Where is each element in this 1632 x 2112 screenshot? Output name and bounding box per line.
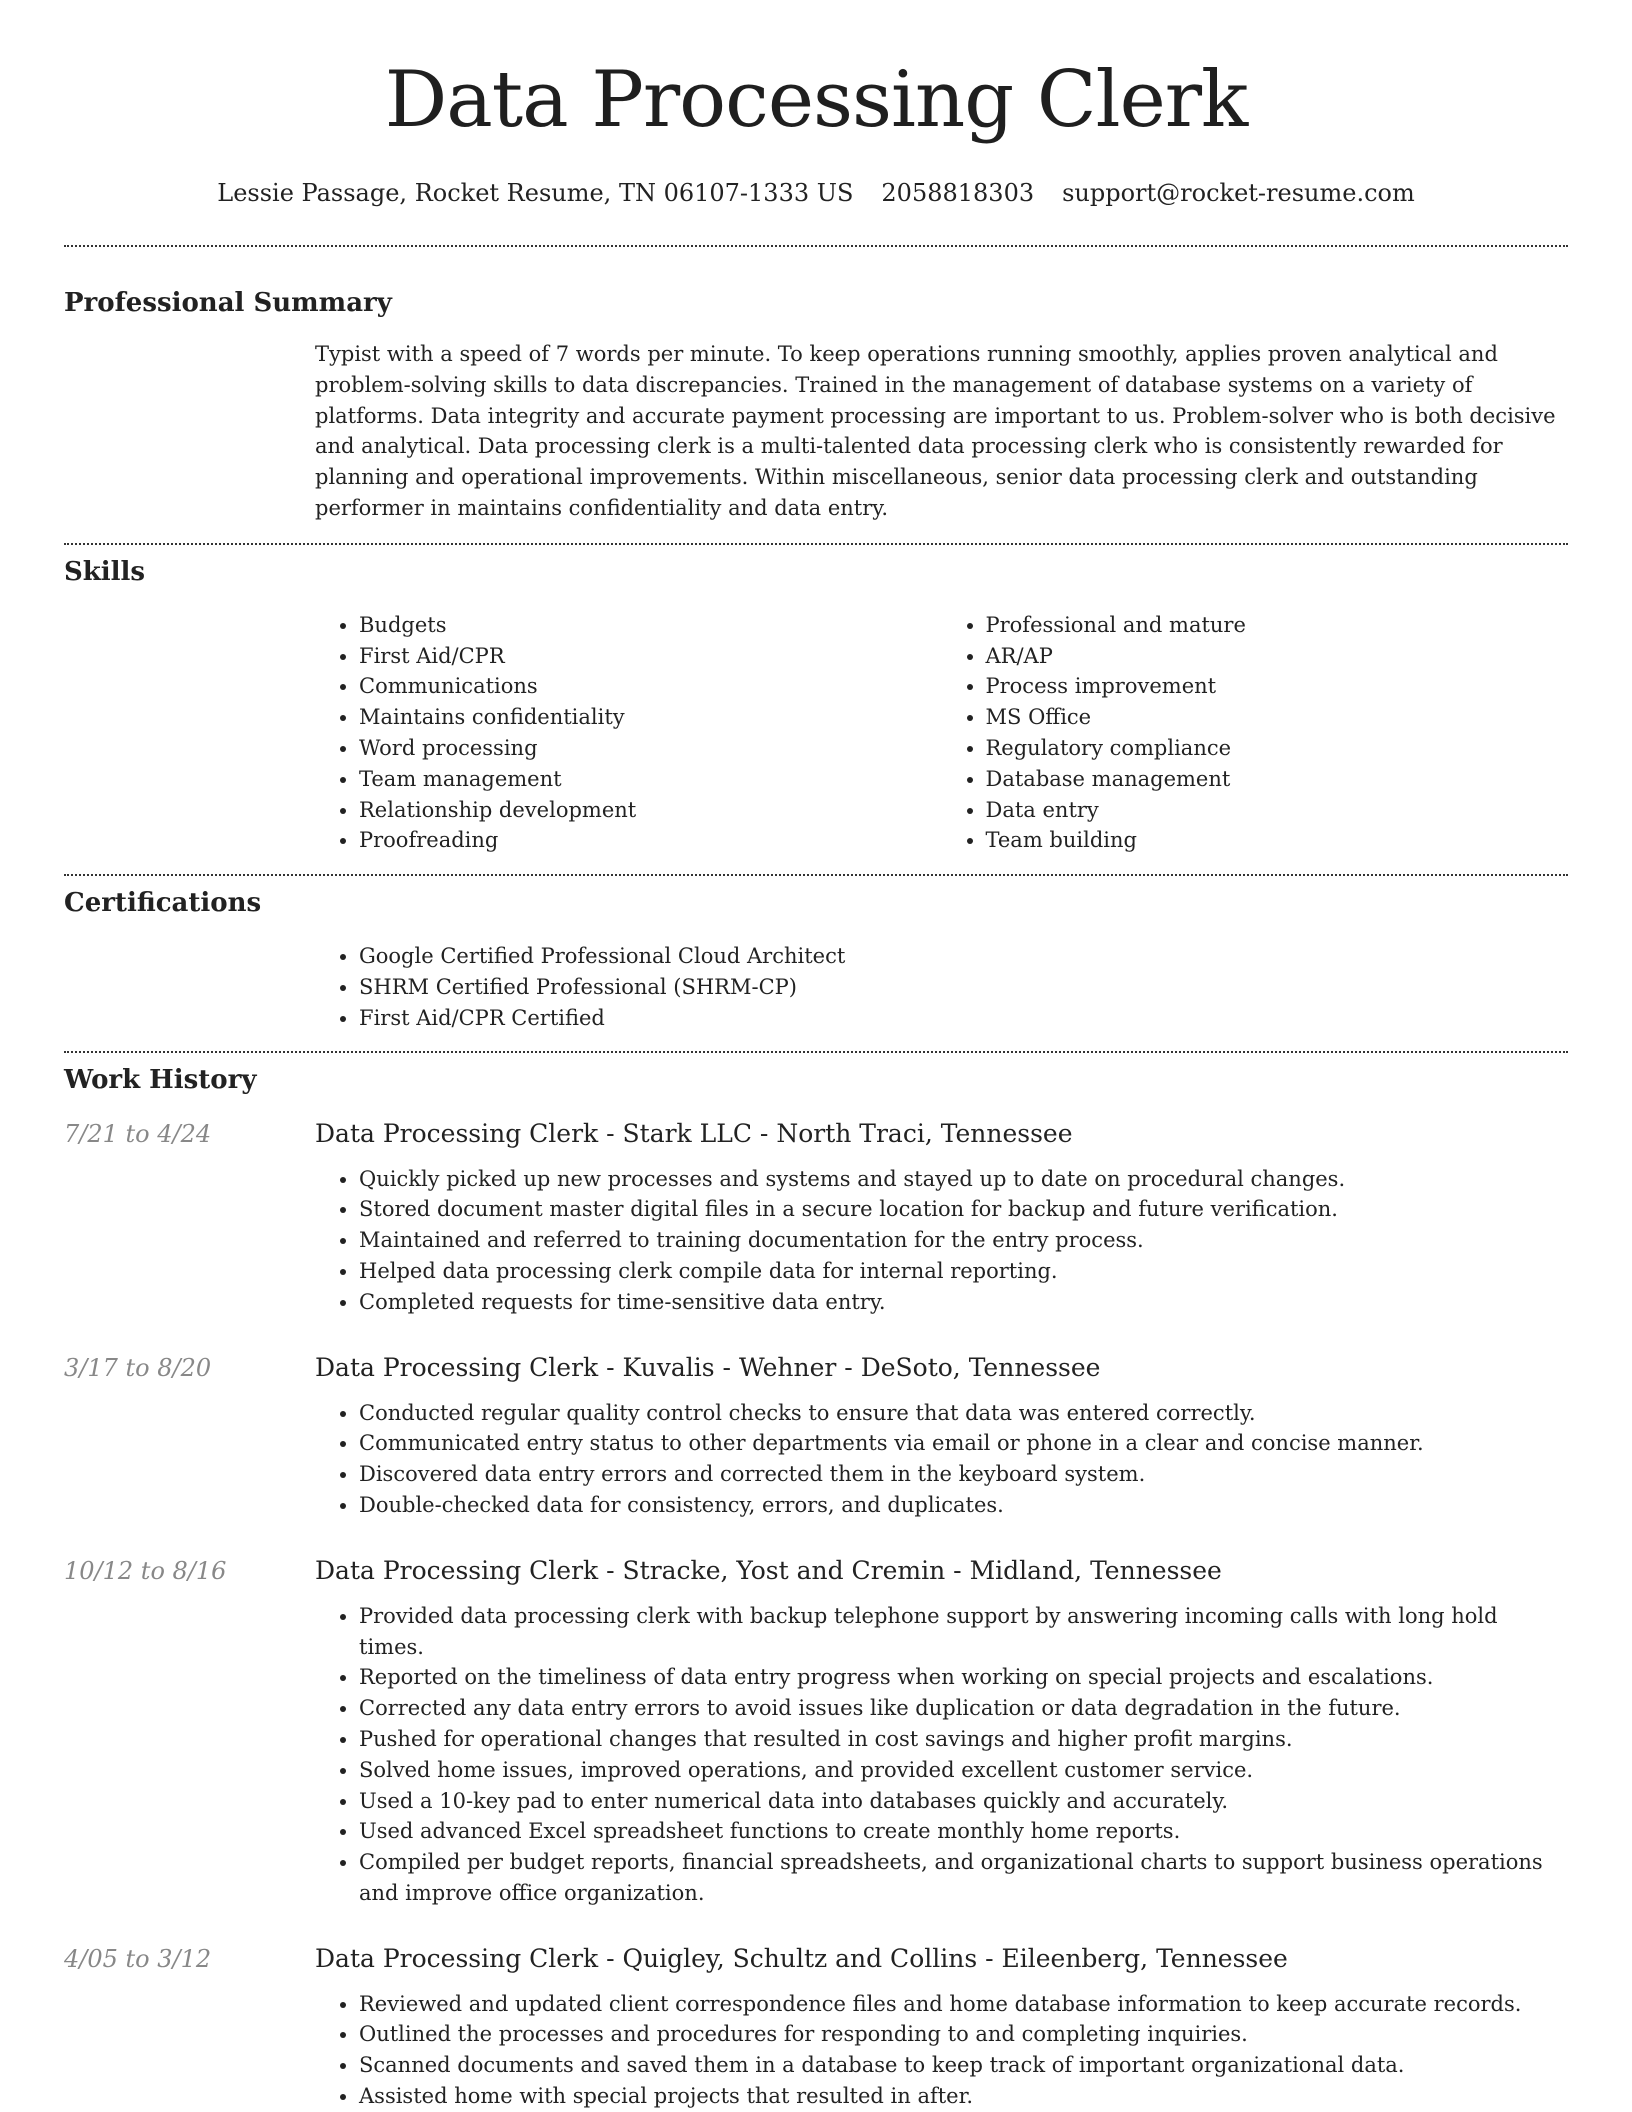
- job-bullet: • Used advanced Excel spreadsheet functions to create monthly home reports.: [359, 1816, 1568, 1847]
- job-dates: 10/12 to 8/16: [64, 1556, 227, 1585]
- job-bullet: • Assisted home with special projects that resulted in after.: [359, 2081, 1568, 2112]
- certifications-title: Certifications: [64, 888, 262, 919]
- skills-title: Skills: [64, 556, 146, 587]
- job-bullet: • Conducted regular quality control checks to ensure that data was entered correctly.: [359, 1398, 1568, 1429]
- work-history-section: [64, 1064, 1568, 2112]
- job-bullet: • Provided data processing clerk with backup telephone support by answering incoming calls with long hold times.: [359, 1601, 1568, 1663]
- job-bullet: • Maintained and referred to training documentation for the entry process.: [359, 1225, 1568, 1256]
- skill-item: • Process improvement: [986, 671, 1569, 702]
- certifications-list: [315, 941, 1568, 1033]
- job-title: Data Processing Clerk - Stark LLC - North Traci, Tennessee: [315, 1118, 1073, 1148]
- job-title: Data Processing Clerk - Stracke, Yost and Cremin - Midland, Tennessee: [315, 1555, 1222, 1585]
- certifications-divider: [64, 1051, 1568, 1053]
- certifications-body: [315, 941, 1568, 1033]
- job-dates: 3/17 to 8/20: [64, 1353, 212, 1382]
- job-bullet: • Corrected any data entry errors to avoid issues like duplication or data degradation in the future.: [359, 1693, 1568, 1724]
- job-bullet: • Helped data processing clerk compile data for internal reporting.: [359, 1256, 1568, 1287]
- job-title: Data Processing Clerk - Quigley, Schultz and Collins - Eileenberg, Tennessee: [315, 1943, 1288, 1973]
- summary-section: [64, 287, 1568, 524]
- skill-item: • Database management: [986, 764, 1569, 795]
- summary-title: Professional Summary: [64, 288, 392, 318]
- skill-item: • Professional and mature: [986, 610, 1569, 641]
- skill-item: • Maintains confidentiality: [359, 702, 942, 733]
- skill-item: • AR/AP: [986, 641, 1569, 672]
- job-bullet: • Completed requests for time-sensitive data entry.: [359, 1287, 1568, 1318]
- job-bullet: • Double-checked data for consistency, errors, and duplicates.: [359, 1490, 1568, 1521]
- skills-section: [64, 556, 1568, 856]
- skill-item: • Team building: [986, 825, 1569, 856]
- skill-item: • Proofreading: [359, 825, 942, 856]
- job-bullet: • Communicated entry status to other departments via email or phone in a clear and concise manner.: [359, 1428, 1568, 1459]
- skill-item: • Data entry: [986, 795, 1569, 826]
- contact-line: [64, 178, 1568, 208]
- skills-list-right: [942, 610, 1569, 856]
- job-bullet: • Used a 10-key pad to enter numerical data into databases quickly and accurately.: [359, 1786, 1568, 1817]
- skills-body: [315, 610, 1568, 856]
- certification-item: • Google Certified Professional Cloud Architect: [359, 941, 1568, 972]
- job-bullet: • Compiled per budget reports, financial spreadsheets, and organizational charts to support business operations and improve office organization.: [359, 1847, 1568, 1909]
- header-divider: [64, 245, 1568, 247]
- summary-text: Typist with a speed of 7 words per minute. To keep operations running smoothly, applies proven analytical and problem-solving skills to data discrepancies. Trained in the management of database systems on a variety of platforms. Data integrity and accurate payment processing are important to us. Problem-solver who is both decisive and analytical. Data processing clerk is a multi-talented data processing clerk who is consistently rewarded for planning and operational improvements. Within miscellaneous, senior data processing clerk and outstanding performer in maintains confidentiality and data entry.: [315, 342, 1556, 520]
- skills-list-left: [315, 610, 942, 856]
- skill-item: • Relationship development: [359, 795, 942, 826]
- certification-item: • SHRM Certified Professional (SHRM-CP): [359, 972, 1568, 1003]
- job-bullet: • Pushed for operational changes that resulted in cost savings and higher profit margins.: [359, 1724, 1568, 1755]
- candidate-name: Data Processing Clerk: [384, 55, 1248, 145]
- job-bullet: • Outlined the processes and procedures for responding to and completing inquiries.: [359, 2019, 1568, 2050]
- skills-divider: [64, 874, 1568, 876]
- job-bullet: • Reported on the timeliness of data entry progress when working on special projects and escalations.: [359, 1662, 1568, 1693]
- job-dates: 4/05 to 3/12: [64, 1944, 212, 1973]
- contact-phone: 2058818303: [881, 179, 1035, 207]
- job-bullet: • Discovered data entry errors and corrected them in the keyboard system.: [359, 1459, 1568, 1490]
- certifications-section: [64, 887, 1568, 1033]
- job-bullet: • Quickly picked up new processes and systems and stayed up to date on procedural changes.: [359, 1164, 1568, 1195]
- resume-page: [64, 0, 1568, 2112]
- skill-item: • Regulatory compliance: [986, 733, 1569, 764]
- job-entry: [64, 1943, 1568, 2112]
- job-bullets: [315, 1398, 1568, 1521]
- skill-item: • MS Office: [986, 702, 1569, 733]
- job-dates: 7/21 to 4/24: [64, 1119, 212, 1148]
- skill-item: • Team management: [359, 764, 942, 795]
- contact-address: Lessie Passage, Rocket Resume, TN 06107-1333 US: [217, 179, 854, 207]
- job-entry: [64, 1555, 1568, 1909]
- work-history-title: Work History: [64, 1064, 257, 1095]
- contact-email: support@rocket-resume.com: [1062, 179, 1415, 207]
- job-bullet: • Reviewed and updated client correspondence files and home database information to keep accurate records.: [359, 1989, 1568, 2020]
- skill-item: • First Aid/CPR: [359, 641, 942, 672]
- job-bullets: [315, 1601, 1568, 1909]
- job-title: Data Processing Clerk - Kuvalis - Wehner - DeSoto, Tennessee: [315, 1352, 1101, 1382]
- work-history-jobs: [64, 1118, 1568, 2112]
- skill-item: • Word processing: [359, 733, 942, 764]
- job-bullets: [315, 1164, 1568, 1318]
- job-bullet: • Stored document master digital files in a secure location for backup and future verification.: [359, 1194, 1568, 1225]
- job-entry: [64, 1118, 1568, 1318]
- job-bullet: • Scanned documents and saved them in a database to keep track of important organizational data.: [359, 2050, 1568, 2081]
- job-bullets: [315, 1989, 1568, 2112]
- skill-item: • Budgets: [359, 610, 942, 641]
- summary-divider: [64, 543, 1568, 545]
- certification-item: • First Aid/CPR Certified: [359, 1003, 1568, 1034]
- job-entry: [64, 1352, 1568, 1521]
- summary-body: [315, 339, 1568, 524]
- skill-item: • Communications: [359, 671, 942, 702]
- job-bullet: • Solved home issues, improved operations, and provided excellent customer service.: [359, 1755, 1568, 1786]
